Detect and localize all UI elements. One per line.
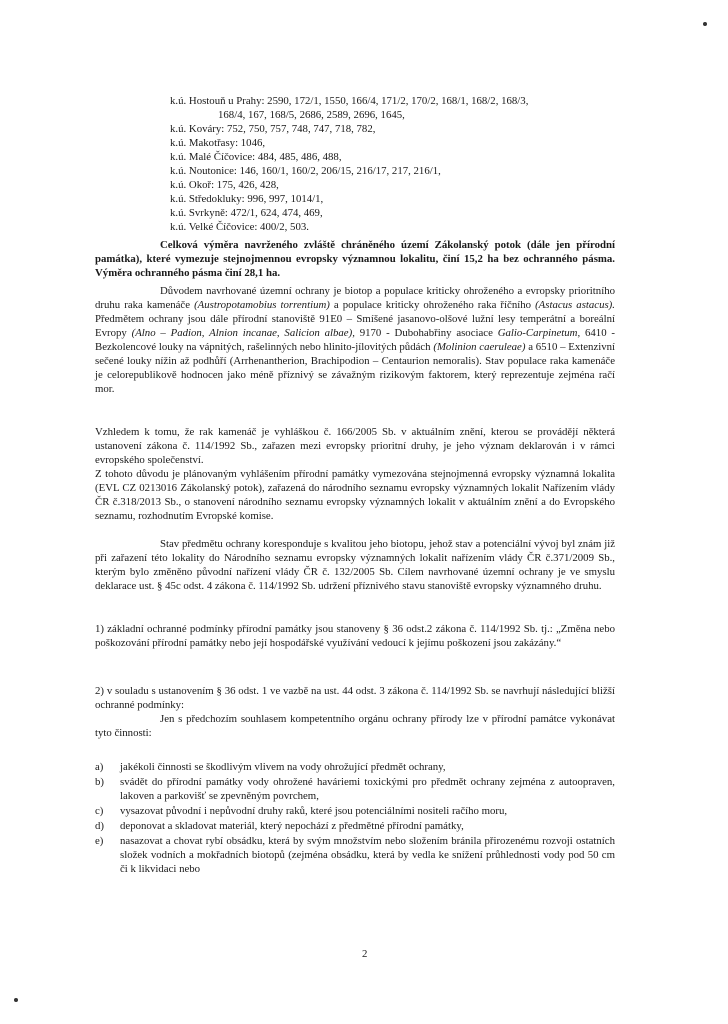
list-item: b) svádět do přírodní památky vody ohrožené haváriemi toxickými pro předmět ochrany zejména z autoopraven, lakoven a parkovišť se zpevněným povrchem, (95, 776, 615, 802)
status-paragraph: Stav předmětu ochrany koresponduje s kvalitou jeho biotopu, jehož stav a potenciální vývoj byl znám již při zařazení této lokality do Národního seznamu evropsky významných lokalit nařízením vlády ČR č.371/2009 Sb., kterým bylo změněno původní nařízení vlády ČR č. 132/2005 Sb. Cílem navrhované územní ochrany je ve smyslu deklarace ust. § 45c odst. 4 zákona č. 114/1992 Sb. udržení příznivého stavu stanoviště evropsky významného druhu. (95, 538, 615, 592)
cadastral-line: k.ú. Kováry: 752, 750, 757, 748, 747, 718, 782, (170, 123, 376, 135)
cadastral-line: k.ú. Středokluky: 996, 997, 1014/1, (170, 193, 324, 205)
area-summary: Celková výměra navrženého zvláště chráněného území Zákolanský potok (dále jen přírodní památka), které vymezuje stejnojmennou evropsky významnou lokalitu, činí 15,2 ha bez ochranného pásma. Výměra ochranného pásma činí 28,1 ha. (95, 239, 615, 279)
cadastral-list (170, 94, 620, 234)
cadastral-line: k.ú. Okoř: 175, 426, 428, (170, 179, 279, 191)
priority-species-paragraph: Vzhledem k tomu, že rak kamenáč je vyhláškou č. 166/2005 Sb. v aktuálním znění, kterou se provádějí některá ustanovení zákona č. 114/1992 Sb., zařazen mezi evropsky prioritní druhy, je jeho význam deklarován i v rámci evropského společenství. (95, 426, 615, 466)
list-item: d) deponovat a skladovat materiál, který nepochází z předmětné přírodní památky, (95, 820, 464, 832)
cadastral-line: 168/4, 167, 168/5, 2686, 2589, 2696, 1645, (218, 109, 405, 121)
scan-speck (14, 998, 18, 1002)
cadastral-line: k.ú. Velké Číčovice: 400/2, 503. (170, 221, 309, 233)
consent-intro: Jen s předchozím souhlasem kompetentního orgánu ochrany přírody lze v přírodní památce vykonávat tyto činnosti: (95, 713, 615, 739)
list-item: c) vysazovat původní i nepůvodní druhy raků, které jsou potenciálními nositeli račího moru, (95, 805, 508, 817)
activity-list (95, 760, 615, 876)
list-item: e) nasazovat a chovat rybí obsádku, která by svým množstvím nebo složením bránila přirozenému rozvoji ostatních složek vodních a mokřadních biotopů (zejména obsádku, která by vedla ke snížení průhlednosti vody pod 50 cm či k likvidaci nebo (95, 835, 615, 875)
page-number: 2 (362, 948, 368, 960)
scan-speck (703, 22, 707, 26)
cadastral-line: k.ú. Svrkyně: 472/1, 624, 474, 469, (170, 207, 323, 219)
cadastral-line: k.ú. Noutonice: 146, 160/1, 160/2, 206/15, 216/17, 217, 216/1, (170, 165, 441, 177)
cadastral-line: k.ú. Malé Číčovice: 484, 485, 486, 488, (170, 151, 342, 163)
cadastral-line: k.ú. Makotřasy: 1046, (170, 137, 266, 149)
cadastral-line: k.ú. Hostouň u Prahy: 2590, 172/1, 1550, 166/4, 171/2, 170/2, 168/1, 168/2, 168/3, (170, 95, 529, 107)
reason-paragraph: Důvodem navrhované územní ochrany je biotop a populace kriticky ohroženého a evropsky prioritního druhu raka kamenáče (Austropotamobius torrentium) a populace kriticky ohroženého raka říčního (Astacus astacus). Předmětem ochrany jsou dále přírodní stanoviště 91E0 – Smíšené jasanovo-olšové lužní lesy temperátní a boreální Evropy (Alno – Padion, Alnion incanae, Salicion albae), 9170 - Dubohabřiny asociace Galio-Carpinetum, 6410 - Bezkolencové louky na vápnitých, rašelinných nebo hlinito-jílovitých půdách (Molinion caeruleae) a 6510 – Extenzivní sečené louky nížin až podhůří (Arrhenantherion, Brachipodion – Centaurion nemoralis). Stav populace raka kamenáče je celorepublikově hodnocen jako méně příznivý se závažným rizikovým faktorem, který reprezentuje zejména račí mor. (95, 285, 616, 395)
basic-conditions-paragraph: 1) základní ochranné podmínky přírodní památky jsou stanoveny § 36 odst.2 zákona č. 114/1992 Sb. tj.: „Změna nebo poškozování přírodní památky nebo její hospodářské využívání vedoucí k jejímu poškození jsou zakázány.“ (95, 623, 615, 649)
list-item: a) jakékoli činnosti se škodlivým vlivem na vody ohrožující předmět ochrany, (95, 761, 446, 773)
evl-paragraph: Z tohoto důvodu je plánovaným vyhlášením přírodní památky vymezována stejnojmenná evropsky významná lokalita (EVL CZ 0213016 Zákolanský potok), zařazená do národního seznamu evropsky významných lokalit Nařízením vlády ČR č.318/2013 Sb., o stanovení národního seznamu evropsky významných lokalit v aktuálním znění a do Evropského seznamu, rozhodnutím Evropské komise. (95, 468, 615, 522)
detailed-conditions-paragraph: 2) v souladu s ustanovením § 36 odst. 1 ve vazbě na ust. 44 odst. 3 zákona č. 114/1992 Sb. se navrhují následující bližší ochranné podmínky: (95, 685, 615, 711)
